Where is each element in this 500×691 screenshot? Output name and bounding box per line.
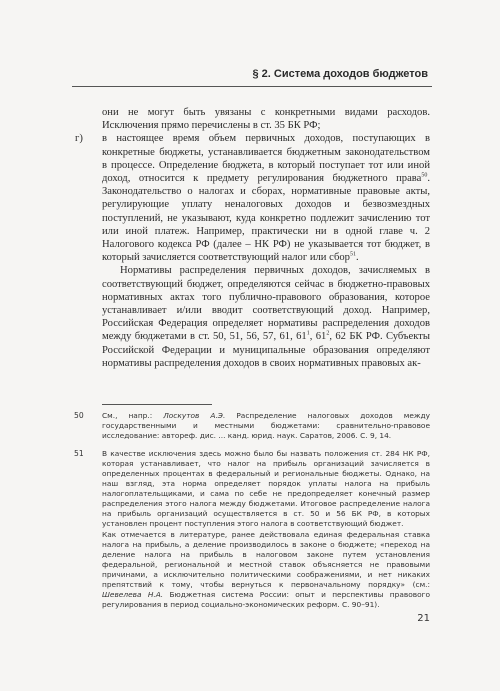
continued-text: они не могут быть увязаны с конкретными видами расходов. Исключения прямо перечислены в ст. 35 БК РФ; xyxy=(102,107,430,132)
footnote-paragraph xyxy=(102,530,430,610)
footnote-text: См., напр.: xyxy=(102,411,164,420)
paragraph-text-b: , 61 xyxy=(309,331,327,343)
footnote-text: Как отмечается в литературе, ранее действовала единая федеральная ставка налога на прибыль, а деление производилось в законе о бюджете; «переход на деление налога на прибыль в налоговом законе путем установления федеральной, региональной и местной ставок объясняется не правовыми причинами, а исключительно политическими соображениями, и нет никаких препятствий к тому, чтобы вернуться к первоначальному порядку» (см.: xyxy=(102,530,430,589)
footnote-text: Бюджетная система России: опыт и перспективы правового регулирования в период социально-экономических реформ. С. 90–91). xyxy=(102,590,431,609)
paragraph-text-c: , 62 БК РФ. Субъекты Российской Федерации и муниципальные образования определяют нормативы распределения доходов в своих нормативных правовых ак- xyxy=(102,331,430,369)
footnote-text: Распределение налоговых доходов между государственными и местными бюджетами: сравнительно-правовое исследование: автореф. дис. ... канд. юрид. наук. Саратов, 2006. С. 9, 14. xyxy=(102,411,431,440)
list-item-letter: г) xyxy=(75,133,83,145)
list-item-text-c: . xyxy=(355,252,359,264)
list-item-text-b: . Законодательство о налогах и сборах, нормативные правовые акты, регулирующие уплату неналоговых доходов и безвозмездных поступлений, не указывают, куда конкретно подлежит зачислению тот или иной платеж. Например, практически ни в одной главе ч. 2 Налогового кодекса РФ (далее – НК РФ) не указывается тот бюджет, в который зачисляется соответствующий налог или сбор xyxy=(102,173,430,264)
list-item-text-a: в настоящее время объем первичных доходов, поступающих в конкретные бюджеты, устанавливается бюджетным законодательством в процессе. Определение бюджета, в который поступает тот или иной доход, относится к предмету регулирования бюджетного права xyxy=(102,133,430,185)
article-sup-1: 1 xyxy=(306,330,310,337)
footnote-number: 50 xyxy=(74,411,84,420)
article-sup-2: 2 xyxy=(326,330,330,337)
list-item-g xyxy=(75,132,430,264)
footnote-author: Лоскутов А.Э. xyxy=(163,411,226,420)
footnote-51 xyxy=(74,449,431,610)
main-text xyxy=(75,106,430,370)
footnote-ref-50[interactable]: 50 xyxy=(421,172,428,179)
footnote-ref-51[interactable]: 51 xyxy=(349,251,356,258)
paragraph-text-a: Нормативы распределения первичных доходов, зачисляемых в соответствующий бюджет, определяются сейчас в бюджетно-правовых нормативных актах того публично-правового образования, которое устанавливает и/или вводит соответствующий доход. Например, Российская Федерация определяет нормативы распределения доходов между бюджетами в ст. 50, 51, 56, 57, 61, 61 xyxy=(102,265,430,343)
footnote-number: 51 xyxy=(74,449,84,458)
footnote-separator xyxy=(102,404,212,405)
footnote-paragraph: В качестве исключения здесь можно было бы назвать положения ст. 284 НК РФ, которая устанавливает, что налог на прибыль организаций зачисляется в определенных процентах в федеральный и региональные бюджеты. Однако, на наш взгляд, эта норма определяет порядок уплаты налога на прибыль налогоплательщиками, и сама по себе не предопределяет конечный размер распределения этого налога между бюджетами. Итоговое распределение налога на прибыль организаций осуществляется в ст. 50 и 56 БК РФ, в которых установлен процент поступления этого налога в соответствующий бюджет. xyxy=(102,449,430,528)
page-number: 21 xyxy=(417,613,430,624)
footnote-50 xyxy=(74,411,431,441)
paragraph xyxy=(102,264,430,370)
header-rule xyxy=(72,86,432,87)
running-head: § 2. Система доходов бюджетов xyxy=(252,68,428,80)
footnote-author: Шевелева Н.А. xyxy=(102,590,164,599)
